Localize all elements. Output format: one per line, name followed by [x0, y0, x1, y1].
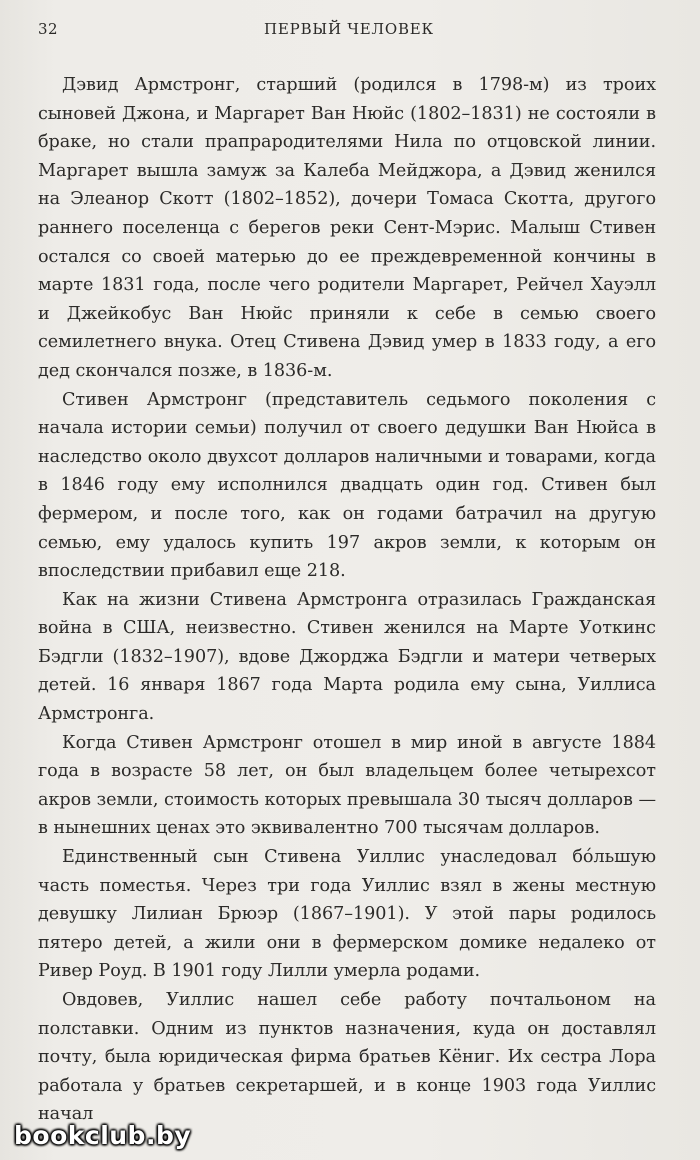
paragraph: Когда Стивен Армстронг отошел в мир иной в августе 1884 года в возрасте 58 лет, он был владельцем более четырехсот акров земли, стоимость которых превышала 30 тысяч долларов — в нынешних ценах это эквивалентно 700 тысячам долларов.	[38, 732, 656, 839]
watermark: bookclub.by	[14, 1121, 192, 1150]
running-title: ПЕРВЫЙ ЧЕЛОВЕК	[264, 20, 434, 38]
paragraph: Стивен Армстронг (представитель седьмого поколения с начала истории семьи) получил от своего дедушки Ван Нюйса в наследство около двухсот долларов наличными и товарами, когда в 1846 году ему исполнился двадцать один год. Стивен был фермером, и после того, как он годами батрачил на другую семью, ему удалось купить 197 акров земли, к которым он впоследствии прибавил еще 218.	[38, 389, 656, 582]
page-number: 32	[38, 20, 59, 38]
paragraph: Как на жизни Стивена Армстронга отразилась Гражданская война в США, неизвестно. Стивен женился на Марте Уоткинс Бэдгли (1832–1907), вдове Джорджа Бэдгли и матери четверых детей. 16 января 1867 года Марта родила ему сына, Уиллиса Армстронга.	[38, 589, 656, 725]
paragraph: Овдовев, Уиллис нашел себе работу почтальоном на полставки. Одним из пунктов назначения, куда он доставлял почту, была юридическая фирма братьев Кёниг. Их сестра Лора работала у братьев секретаршей, и в конце 1903 года Уиллис начал	[38, 990, 656, 1125]
paragraph: Единственный сын Стивена Уиллис унаследовал бóльшую часть поместья. Через три года Уиллис взял в жены местную девушку Лилиан Брюэр (1867–1901). У этой пары родилось пятеро детей, а жили они в фермерском домике недалеко от Ривер Роуд. В 1901 году Лилли умерла родами.	[38, 847, 656, 982]
paragraph: Дэвид Армстронг, старший (родился в 1798-м) из троих сыновей Джона, и Маргарет Ван Нюйс (1802–1831) не состояли в браке, но стали прапрародителями Нила по отцовской линии. Маргарет вышла замуж за Калеба Мейджора, а Дэвид женился на Элеанор Скотт (1802–1852), дочери Томаса Скотта, другого раннего поселенца с берегов реки Сент-Мэрис. Малыш Стивен остался со своей матерью до ее преждевременной кончины в марте 1831 года, после чего родители Маргарет, Рейчел Хауэлл и Джейкобус Ван Нюйс приняли к себе в семью своего семилетнего внука. Отец Стивена Дэвид умер в 1833 году, а его дед скончался позже, в 1836-м.	[38, 75, 656, 381]
page-header	[38, 20, 660, 42]
body-text	[38, 71, 656, 1129]
